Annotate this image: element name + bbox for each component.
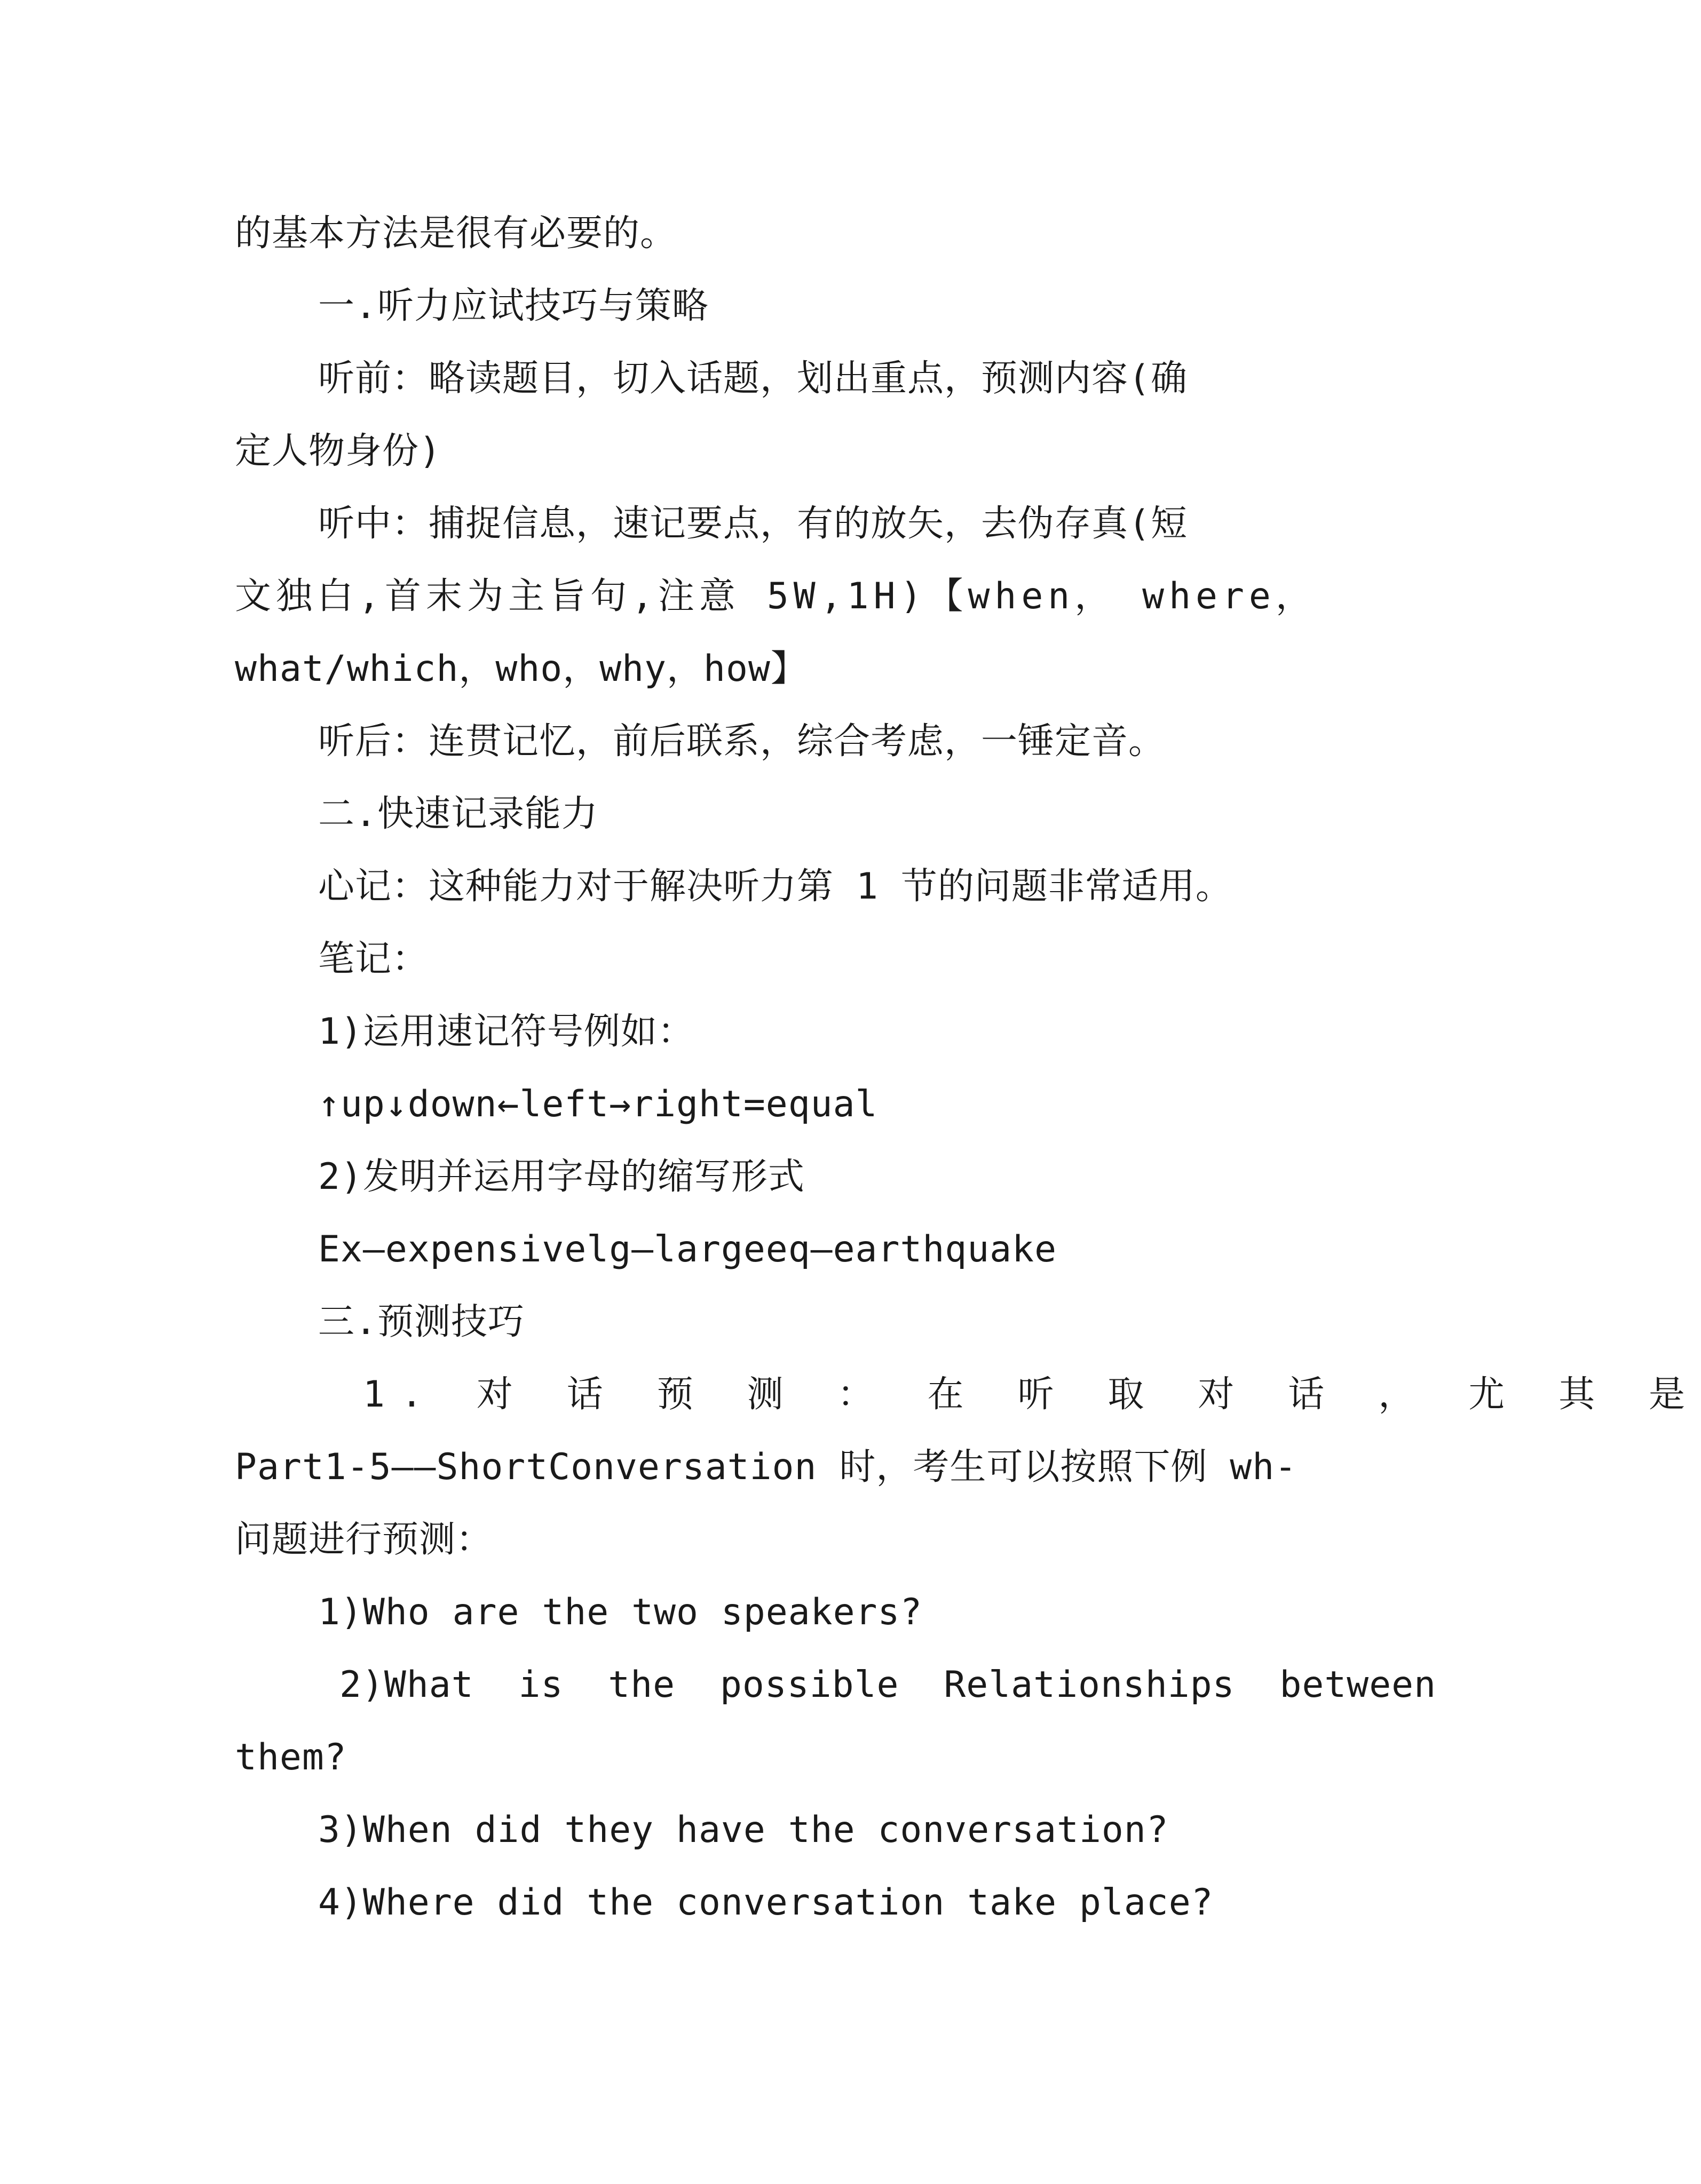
- text-line: 1. 对 话 预 测 ： 在 听 取 对 话 ， 尤 其 是: [363, 1373, 1701, 1416]
- text-line: 笔记：: [318, 938, 429, 980]
- text-line: 文独白,首末为主旨句,注意 5W,1H)【when， where，: [235, 575, 1317, 617]
- text-line: them?: [235, 1736, 347, 1778]
- text-line: 的基本方法是很有必要的。: [235, 212, 677, 255]
- list-item: 2)What is the possible Relationships between: [339, 1664, 1437, 1706]
- text-line: Part1-5——ShortConversation 时，考生可以按照下例 wh-: [235, 1446, 1297, 1488]
- document-body: [235, 197, 1701, 1939]
- list-item: 1)Who are the two speakers?: [318, 1591, 923, 1633]
- section-heading: 二.快速记录能力: [318, 793, 598, 835]
- text-line: what/which，who，why，how】: [235, 648, 808, 690]
- text-line: 听后：连贯记忆，前后联系，综合考虑，一锤定音。: [318, 720, 1166, 763]
- list-item: 2)发明并运用字母的缩写形式: [318, 1156, 805, 1198]
- text-line: 听前：略读题目，切入话题，划出重点，预测内容(确: [318, 358, 1188, 400]
- text-line: 定人物身份): [235, 430, 441, 472]
- text-line: Ex—expensivelg—largeeq—earthquake: [318, 1228, 1057, 1270]
- list-item: 4)Where did the conversation take place?: [318, 1881, 1214, 1924]
- text-line: ↑up↓down←left→right=equal: [318, 1083, 878, 1125]
- section-heading: 三.预测技巧: [318, 1301, 525, 1343]
- text-line: 心记：这种能力对于解决听力第 1 节的问题非常适用。: [318, 865, 1232, 908]
- list-item: 1)运用速记符号例如：: [318, 1011, 694, 1053]
- text-line: 问题进行预测：: [235, 1519, 493, 1561]
- section-heading: 一.听力应试技巧与策略: [318, 285, 709, 327]
- text-line: 听中：捕捉信息，速记要点，有的放矢，去伪存真(短: [318, 503, 1188, 545]
- list-item: 3)When did they have the conversation?: [318, 1809, 1169, 1851]
